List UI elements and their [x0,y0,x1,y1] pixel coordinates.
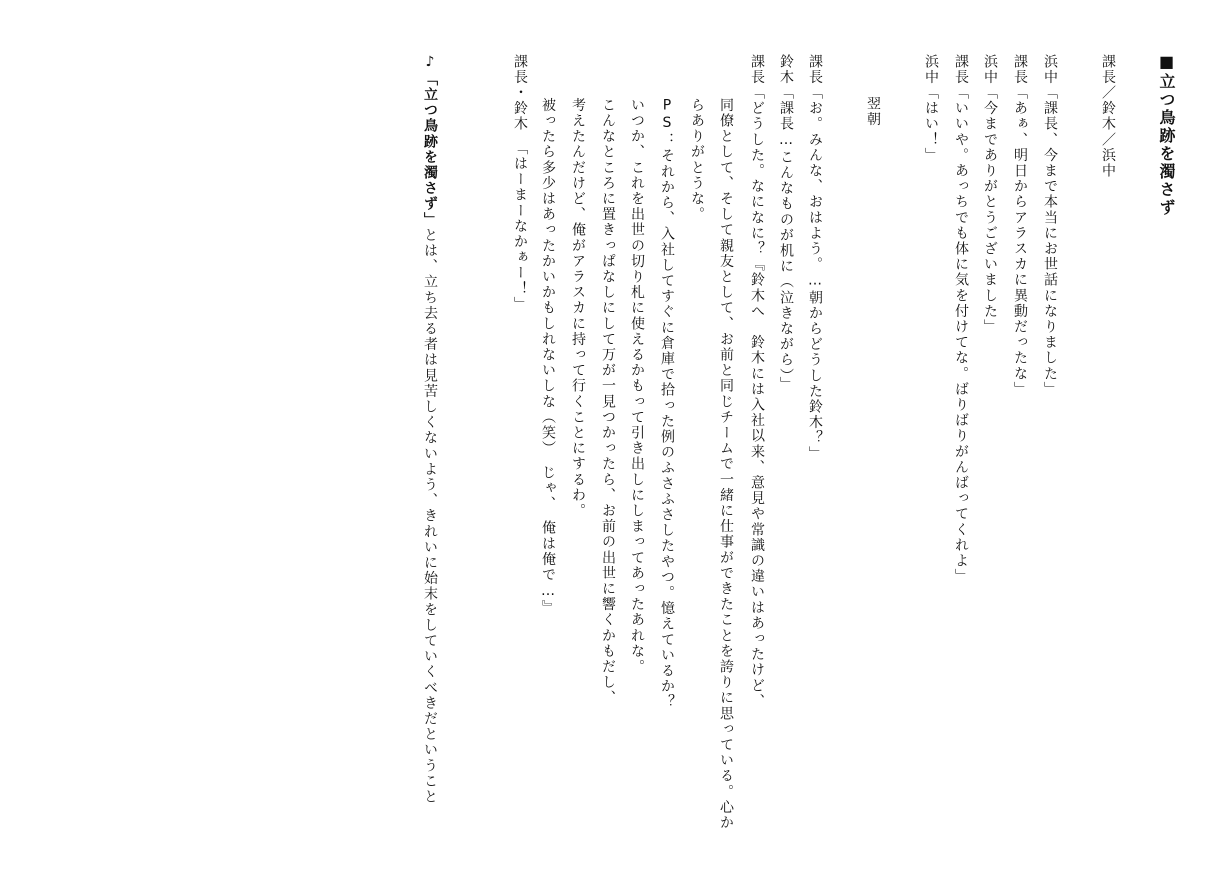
dialogue-line-4: 課長「いいや。あっちでも体に気を付けてな。ばりばりがんばってくれよ」 [953,54,969,585]
proverb-meaning: とは、立ち去る者は見苦しくないよう、きれいに始末をしていくべきだということ [422,227,438,805]
letter-line-5: こんなところに置きっぱなしにして万が一見つかったら、お前の出世に響くかもだし、 [600,82,616,706]
proverb-note [420,54,440,805]
dialogue-line-1: 浜中「課長、今まで本当にお世話になりました」 [1042,54,1058,398]
dialogue-line-7: 鈴木「課長…こんなものが机に（泣きながら）」 [778,54,794,393]
letter-line-2: らありがとうな。 [689,82,705,223]
cast-list: 課長／鈴木／浜中 [1100,54,1116,179]
letter-line-7: 被ったら多少はあったかいかもしれないしな（笑） じゃ、 俺は俺で…』 [540,82,556,616]
script-title: ■立つ鳥跡を濁さず [1157,52,1176,217]
letter-line-4: いつか、これを出世の切り札に使えるかもって引き出しにしまってあったあれな。 [629,82,645,675]
dialogue-line-8: 課長「どうした。なになに？『鈴木へ 鈴木には入社以来、意見や常識の違いはあったけど、 [749,54,765,710]
stage-direction: 翌朝 [865,96,881,128]
dialogue-line-5: 浜中「はい！」 [923,54,939,164]
letter-line-6: 考えたんだけど、俺がアラスカに持って行くことにするわ。 [570,82,586,519]
letter-line-1: 同僚として、そして親友として、お前と同じチームで一緒に仕事ができたことを誇りに思っている。心か [718,82,734,831]
dialogue-line-2: 課長「あぁ、明日からアラスカに異動だったな」 [1012,54,1028,398]
closing-line: 課長・鈴木 「はーまーなかぁー！」 [512,54,528,313]
letter-line-3: PS：それから、入社してすぐに倉庫で拾った例のふさふさしたやつ。憶えているか？ [659,82,675,710]
dialogue-line-3: 浜中「今までありがとうございました」 [982,54,998,335]
proverb-quote: ♪「立つ鳥跡を濁さず」 [422,54,438,228]
dialogue-line-6: 課長「お。みんな、おはよう。…朝からどうした鈴木？」 [807,54,823,462]
